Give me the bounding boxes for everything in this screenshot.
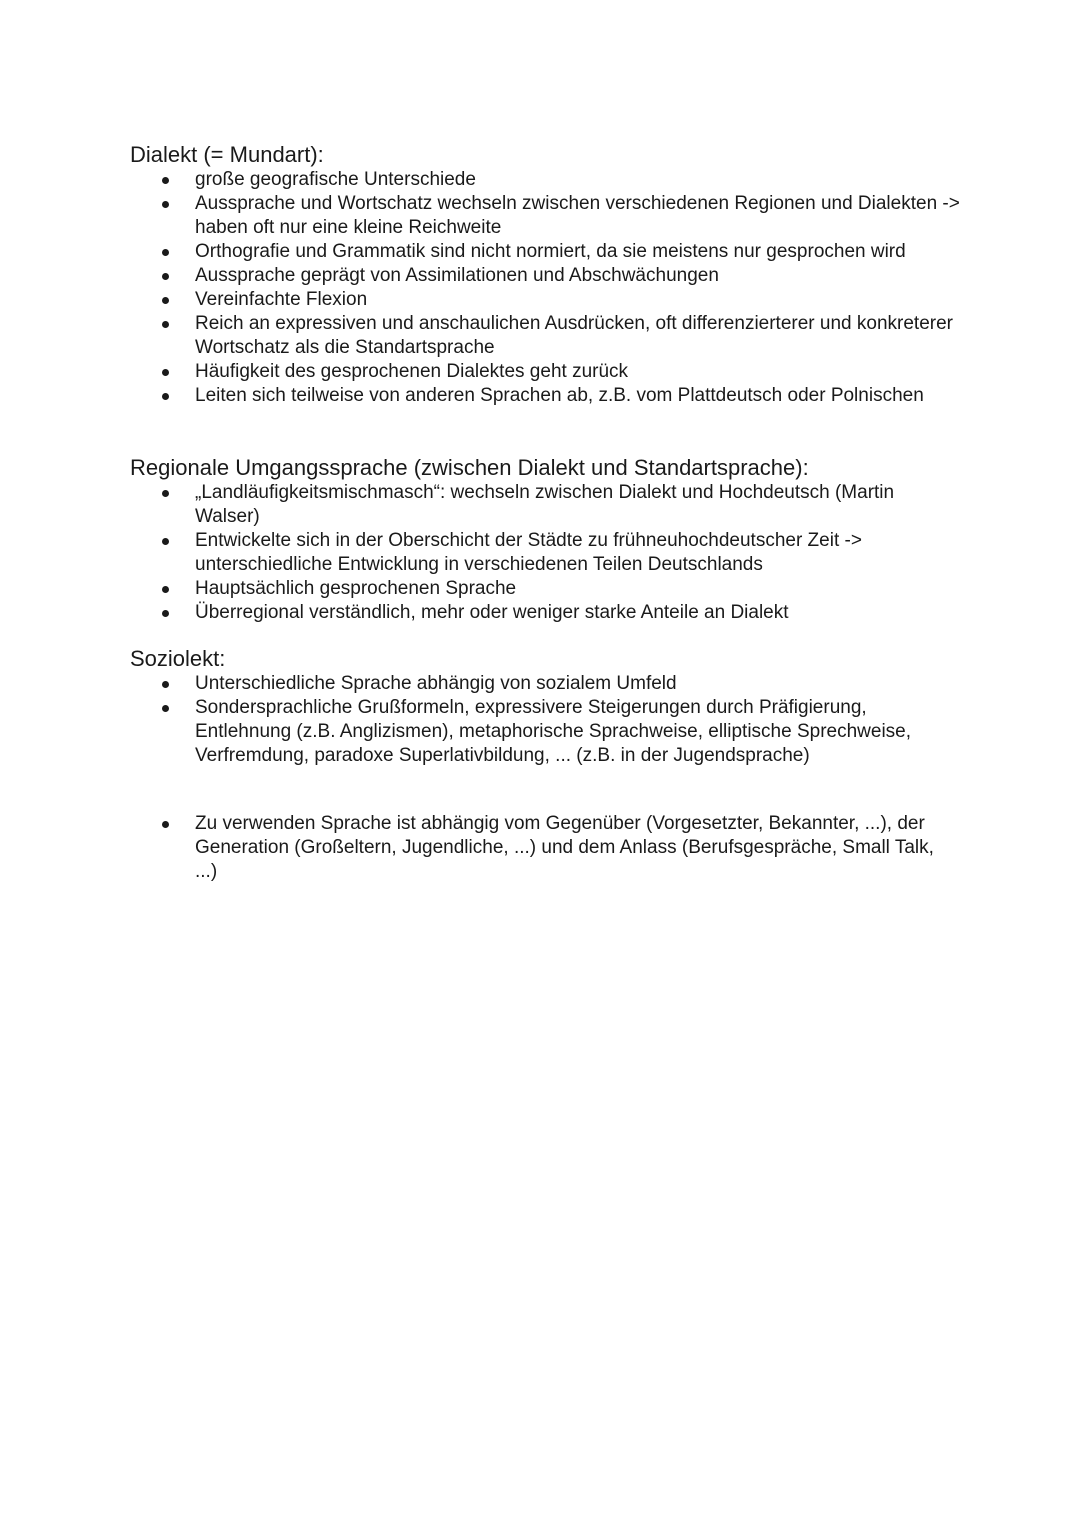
bullet-icon [162,249,169,256]
list-item-text: Leiten sich teilweise von anderen Sprachen ab, z.B. vom Plattdeutsch oder Polnischen [195,385,924,406]
list-item-text: Häufigkeit des gesprochenen Dialektes geht zurück [195,361,629,382]
list-item [130,577,960,601]
list-item [130,168,960,192]
list-item-text: Unterschiedliche Sprache abhängig von sozialem Umfeld [195,673,677,694]
bullet-icon [162,321,169,328]
list-item [130,601,960,625]
bullet-list [130,481,960,625]
section-soziolekt [130,646,960,768]
bullet-icon [162,490,169,497]
section-heading: Soziolekt: [130,646,226,671]
bullet-icon [162,610,169,617]
bullet-icon [162,681,169,688]
section-soziolekt-extra [130,812,960,884]
list-item [130,240,960,264]
bullet-icon [162,177,169,184]
list-item [130,812,960,884]
list-item [130,264,960,288]
section-dialekt [130,142,960,408]
bullet-icon [162,297,169,304]
bullet-list [130,812,960,884]
list-item-text: „Landläufigkeitsmischmasch“: wechseln zwischen Dialekt und Hochdeutsch (Martin Walser) [195,482,895,527]
list-item [130,312,960,360]
list-item-text: Vereinfachte Flexion [195,289,368,310]
bullet-icon [162,273,169,280]
bullet-icon [162,369,169,376]
list-item-text: Orthografie und Grammatik sind nicht normiert, da sie meistens nur gesprochen wird [195,241,906,262]
bullet-icon [162,393,169,400]
list-item-text: Entwickelte sich in der Oberschicht der Städte zu frühneuhochdeutscher Zeit -> unterschiedliche Entwicklung in verschiedenen Teilen Deutschlands [195,530,862,575]
list-item [130,481,960,529]
section-heading: Regionale Umgangssprache (zwischen Dialekt und Standartsprache): [130,455,809,480]
list-item [130,360,960,384]
list-item [130,288,960,312]
bullet-icon [162,821,169,828]
bullet-list [130,168,960,408]
section-regionale-umgangssprache [130,455,960,625]
list-item-text: Reich an expressiven und anschaulichen Ausdrücken, oft differenzierterer und konkreterer Wortschatz als die Standartsprache [195,313,953,358]
list-item [130,384,960,408]
list-item-text: Überregional verständlich, mehr oder weniger starke Anteile an Dialekt [195,602,789,623]
list-item-text: Sondersprachliche Grußformeln, expressivere Steigerungen durch Präfigierung, Entlehnung (z.B. Anglizismen), metaphorische Sprachweise, elliptische Sprechweise, Verfremdung, paradoxe Superlativbildung, ... (z.B. in der Jugendsprache) [195,697,912,766]
list-item-text: große geografische Unterschiede [195,169,476,190]
bullet-icon [162,538,169,545]
section-heading: Dialekt (= Mundart): [130,142,324,167]
bullet-icon [162,586,169,593]
bullet-list [130,672,960,768]
list-item-text: Hauptsächlich gesprochenen Sprache [195,578,517,599]
list-item [130,529,960,577]
list-item [130,192,960,240]
list-item [130,672,960,696]
list-item-text: Aussprache und Wortschatz wechseln zwischen verschiedenen Regionen und Dialekten -> haben oft nur eine kleine Reichweite [195,193,960,238]
list-item-text: Aussprache geprägt von Assimilationen und Abschwächungen [195,265,719,286]
list-item [130,696,960,768]
bullet-icon [162,201,169,208]
list-item-text: Zu verwenden Sprache ist abhängig vom Gegenüber (Vorgesetzter, Bekannter, ...), der Generation (Großeltern, Jugendliche, ...) und dem Anlass (Berufsgespräche, Small Talk, ...) [195,813,934,882]
bullet-icon [162,705,169,712]
